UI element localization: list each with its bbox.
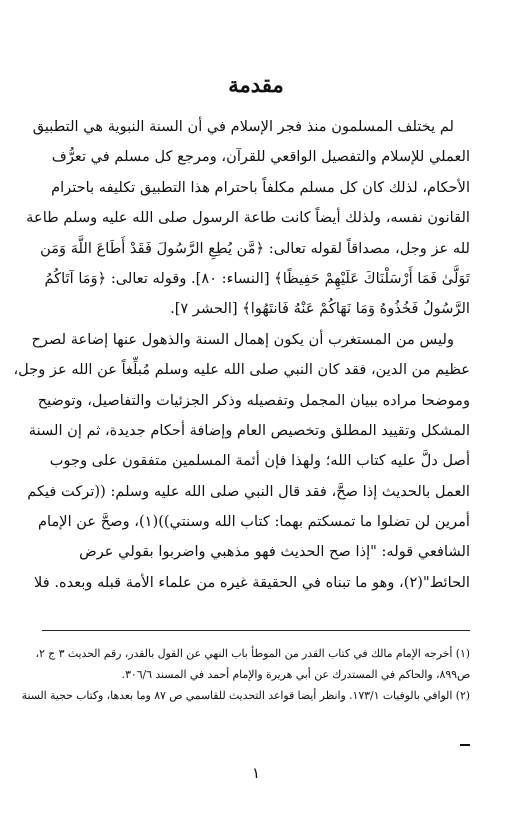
footnote-line: (٢) الوافي بالوفيات ١٧٣/١. وانظر أيضا قواعد التحديث للقاسمي ص ٨٧ وما بعدها، وكتاب حجية السنة	[21, 689, 470, 702]
body-text	[13, 112, 470, 598]
body-line: العملي للإسلام والتفصيل الواقعي للقرآن، ومرجع كل مسلم في تعرُّف	[51, 148, 470, 166]
body-line: القانون نفسه، ولذلك أيضاً كانت طاعة الرسول صلى الله عليه وسلم طاعة	[26, 209, 470, 227]
footnote-divider	[42, 630, 470, 631]
footnotes	[21, 643, 470, 706]
body-line: الأحكام، لذلك كان كل مسلم مكلفاً باحترام هذا التطبيق تكليفه باحترام	[51, 178, 470, 196]
body-line: العمل بالحديث إذا صحَّ، فقد قال النبي صلى الله عليه وسلم: ((تركت فيكم	[27, 482, 470, 500]
body-line: تَوَلَّىٰ فَمَا أَرْسَلْنَاكَ عَلَيْهِمْ حَفِيظًا﴾ [النساء: ٨٠]. وقوله تعالى: ﴿وَمَا آتَاكُمُ	[44, 269, 470, 287]
body-line: وموضحا مراده ببيان المجمل وتفصيله وذكر الجزئيات والتفاصيل، وتوضيح	[37, 391, 470, 409]
page-number: ١	[251, 764, 261, 782]
body-line: أمرين لن تضلوا ما تمسكتم بهما: كتاب الله وسنتي))(١)، وصحَّ عن الإمام	[37, 513, 470, 531]
body-line: أصل دلَّ عليه كتاب الله؛ ولهذا فإن أئمة المسلمين متفقون على وجوب	[49, 452, 470, 470]
body-line: الشافعي قوله: "إذا صح الحديث فهو مذهبي واضربوا بقولي عرض	[79, 543, 470, 561]
body-line: وليس من المستغرب أن يكون إهمال السنة والذهول عنها إضاعة لصرح	[31, 330, 454, 348]
body-line: الرَّسُولُ فَخُذُوهُ وَمَا نَهَاكُمْ عَنْهُ فَانتَهُوا﴾ [الحشر ٧].	[170, 300, 470, 318]
body-line: لله عز وجل، مصداقاً لقوله تعالى: ﴿مَّن يُطِعِ الرَّسُولَ فَقَدْ أَطَاعَ اللَّهَ وَمَن	[40, 239, 470, 257]
page-title: مقدمة	[228, 72, 284, 97]
body-line: المشكل وتقييد المطلق وتخصيص العام وإضافة أحكام جديدة، ثم إن السنة	[28, 421, 470, 439]
continuation-dash	[460, 744, 470, 746]
body-line: عظيم من الدين، فقد كان النبي صلى الله عليه وسلم مُبلِّغاً عن الله عز وجل،	[13, 361, 470, 379]
body-line: الحائط"(٢)، وهو ما تبناه في الحقيقة غيره من علماء الأمة قبله وبعده. فلا	[34, 573, 470, 591]
body-line: لم يختلف المسلمون منذ فجر الإسلام في أن السنة النبوية هي التطبيق	[32, 118, 454, 135]
footnote-line: (١) أخرجه الإمام مالك في كتاب القدر من الموطأ باب النهي عن القول بالقدر، رقم الحديث ٣ ج ٢،	[35, 647, 470, 660]
footnote-line: ص٨٩٩، والحاكم في المستدرك عن أبي هريرة والإمام أحمد في المسند ٣٠٦/٦.	[121, 668, 470, 681]
